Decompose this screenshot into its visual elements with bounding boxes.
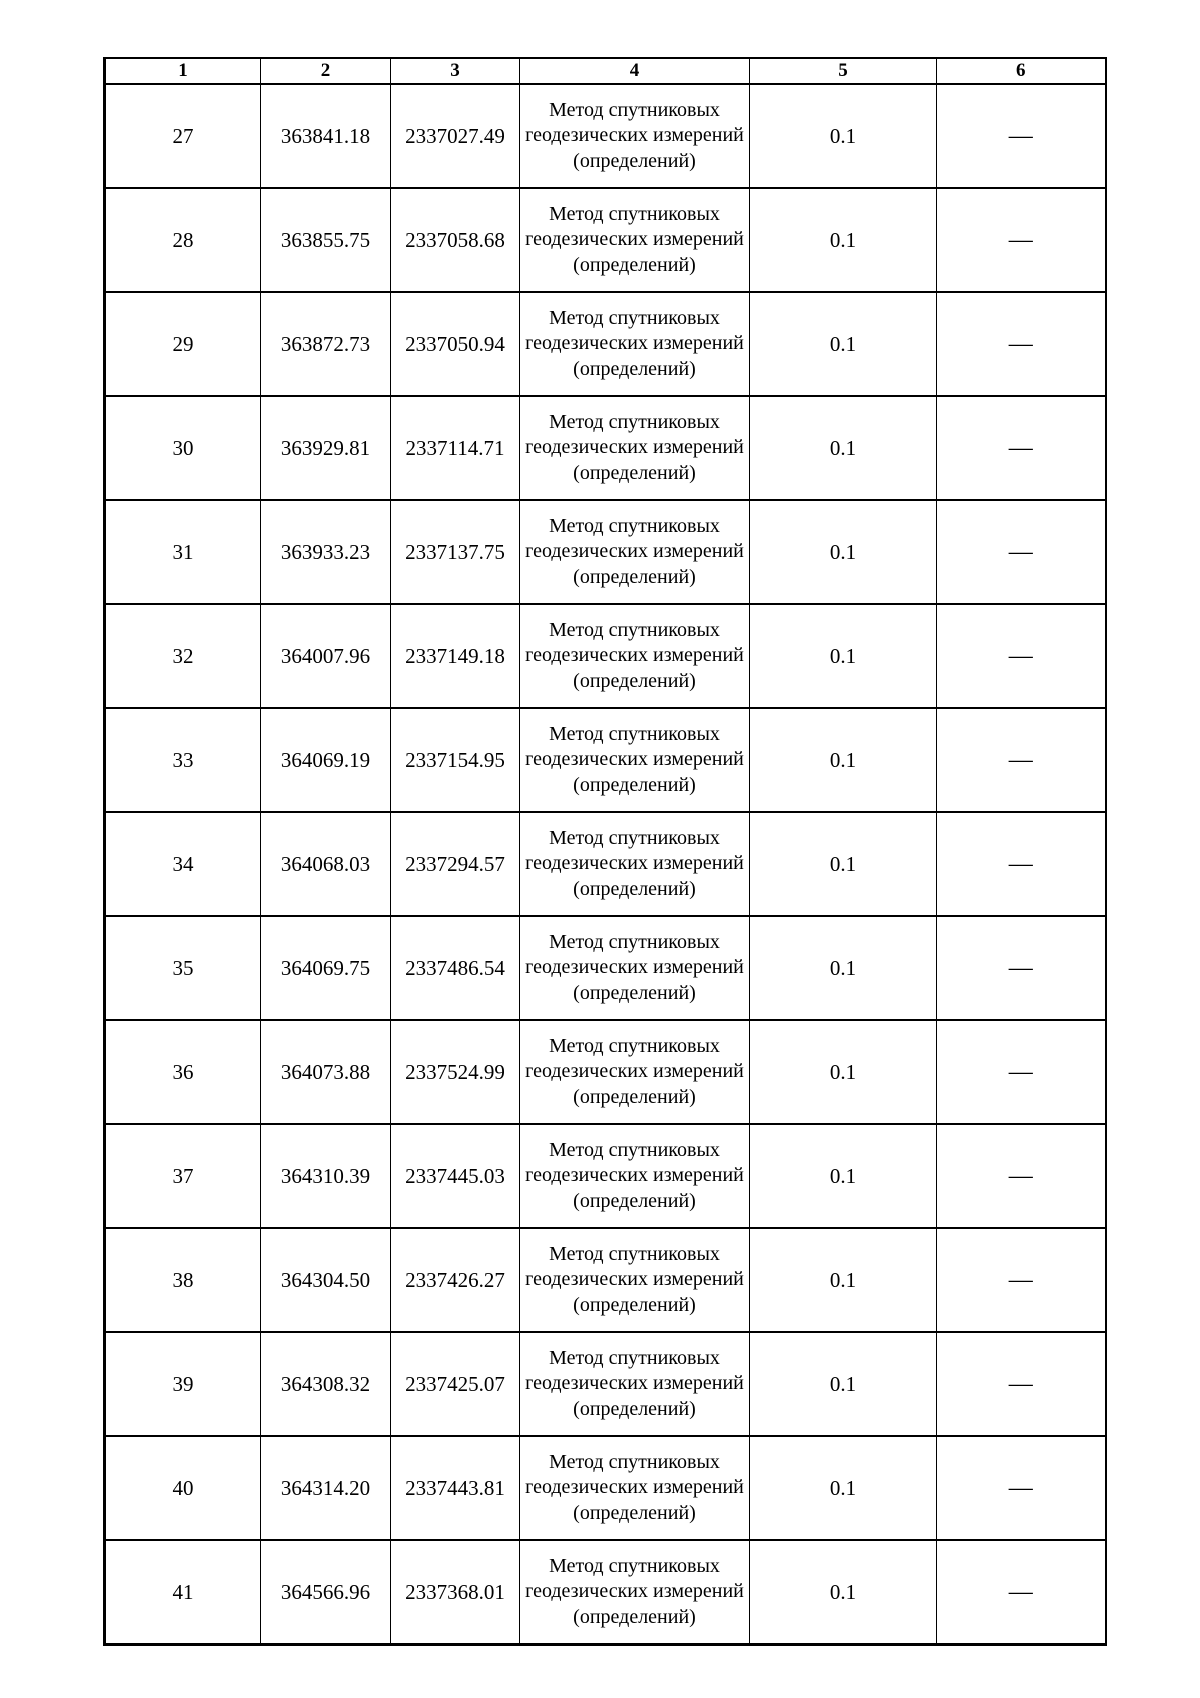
method-cell: Метод спутниковых геодезических измерений (определений) (520, 1124, 750, 1228)
method-cell: Метод спутниковых геодезических измерений (определений) (520, 292, 750, 396)
method-cell: Метод спутниковых геодезических измерений (определений) (520, 1332, 750, 1436)
note-cell: — (937, 396, 1106, 500)
point-number-cell: 30 (105, 396, 261, 500)
table-row (105, 916, 1106, 1020)
accuracy-cell: 0.1 (750, 1228, 937, 1332)
method-cell: Метод спутниковых геодезических измерений (определений) (520, 188, 750, 292)
table-row (105, 1436, 1106, 1540)
y-coordinate-cell: 2337368.01 (391, 1540, 520, 1645)
column-header-4: 4 (520, 58, 750, 84)
note-cell: — (937, 916, 1106, 1020)
x-coordinate-cell: 363855.75 (261, 188, 391, 292)
note-cell: — (937, 1540, 1106, 1645)
point-number-cell: 38 (105, 1228, 261, 1332)
method-cell: Метод спутниковых геодезических измерений (определений) (520, 812, 750, 916)
point-number-cell: 39 (105, 1332, 261, 1436)
y-coordinate-cell: 2337445.03 (391, 1124, 520, 1228)
note-cell: — (937, 708, 1106, 812)
y-coordinate-cell: 2337137.75 (391, 500, 520, 604)
table-row (105, 708, 1106, 812)
accuracy-cell: 0.1 (750, 1436, 937, 1540)
x-coordinate-cell: 364308.32 (261, 1332, 391, 1436)
y-coordinate-cell: 2337058.68 (391, 188, 520, 292)
accuracy-cell: 0.1 (750, 84, 937, 188)
point-number-cell: 29 (105, 292, 261, 396)
point-number-cell: 37 (105, 1124, 261, 1228)
table-header (105, 58, 1106, 84)
y-coordinate-cell: 2337027.49 (391, 84, 520, 188)
y-coordinate-cell: 2337294.57 (391, 812, 520, 916)
x-coordinate-cell: 364068.03 (261, 812, 391, 916)
method-cell: Метод спутниковых геодезических измерений (определений) (520, 84, 750, 188)
y-coordinate-cell: 2337149.18 (391, 604, 520, 708)
table-row (105, 1124, 1106, 1228)
header-row (105, 58, 1106, 84)
note-cell: — (937, 1124, 1106, 1228)
point-number-cell: 34 (105, 812, 261, 916)
x-coordinate-cell: 363872.73 (261, 292, 391, 396)
table-row (105, 1020, 1106, 1124)
note-cell: — (937, 292, 1106, 396)
note-cell: — (937, 812, 1106, 916)
method-cell: Метод спутниковых геодезических измерений (определений) (520, 1540, 750, 1645)
note-cell: — (937, 188, 1106, 292)
table-row (105, 84, 1106, 188)
table-row (105, 604, 1106, 708)
table-row (105, 812, 1106, 916)
note-cell: — (937, 500, 1106, 604)
y-coordinate-cell: 2337425.07 (391, 1332, 520, 1436)
table-body (105, 84, 1106, 1645)
y-coordinate-cell: 2337486.54 (391, 916, 520, 1020)
table-row (105, 396, 1106, 500)
table-row (105, 1540, 1106, 1645)
point-number-cell: 28 (105, 188, 261, 292)
x-coordinate-cell: 364304.50 (261, 1228, 391, 1332)
accuracy-cell: 0.1 (750, 292, 937, 396)
point-number-cell: 36 (105, 1020, 261, 1124)
point-number-cell: 35 (105, 916, 261, 1020)
table-row (105, 292, 1106, 396)
column-header-2: 2 (261, 58, 391, 84)
accuracy-cell: 0.1 (750, 916, 937, 1020)
x-coordinate-cell: 364314.20 (261, 1436, 391, 1540)
accuracy-cell: 0.1 (750, 396, 937, 500)
x-coordinate-cell: 363933.23 (261, 500, 391, 604)
accuracy-cell: 0.1 (750, 1332, 937, 1436)
table-row (105, 1228, 1106, 1332)
method-cell: Метод спутниковых геодезических измерений (определений) (520, 1020, 750, 1124)
method-cell: Метод спутниковых геодезических измерений (определений) (520, 1228, 750, 1332)
x-coordinate-cell: 363841.18 (261, 84, 391, 188)
accuracy-cell: 0.1 (750, 1540, 937, 1645)
note-cell: — (937, 1332, 1106, 1436)
accuracy-cell: 0.1 (750, 500, 937, 604)
method-cell: Метод спутниковых геодезических измерений (определений) (520, 1436, 750, 1540)
point-number-cell: 27 (105, 84, 261, 188)
note-cell: — (937, 1436, 1106, 1540)
x-coordinate-cell: 364007.96 (261, 604, 391, 708)
column-header-1: 1 (105, 58, 261, 84)
accuracy-cell: 0.1 (750, 708, 937, 812)
column-header-6: 6 (937, 58, 1106, 84)
note-cell: — (937, 1020, 1106, 1124)
point-number-cell: 33 (105, 708, 261, 812)
x-coordinate-cell: 364069.19 (261, 708, 391, 812)
y-coordinate-cell: 2337426.27 (391, 1228, 520, 1332)
coordinates-table (103, 57, 1107, 1646)
table-row (105, 500, 1106, 604)
x-coordinate-cell: 364310.39 (261, 1124, 391, 1228)
method-cell: Метод спутниковых геодезических измерений (определений) (520, 604, 750, 708)
table-row (105, 188, 1106, 292)
method-cell: Метод спутниковых геодезических измерений (определений) (520, 396, 750, 500)
method-cell: Метод спутниковых геодезических измерений (определений) (520, 916, 750, 1020)
note-cell: — (937, 84, 1106, 188)
accuracy-cell: 0.1 (750, 604, 937, 708)
y-coordinate-cell: 2337050.94 (391, 292, 520, 396)
x-coordinate-cell: 364566.96 (261, 1540, 391, 1645)
x-coordinate-cell: 364069.75 (261, 916, 391, 1020)
method-cell: Метод спутниковых геодезических измерений (определений) (520, 708, 750, 812)
y-coordinate-cell: 2337443.81 (391, 1436, 520, 1540)
accuracy-cell: 0.1 (750, 1020, 937, 1124)
y-coordinate-cell: 2337524.99 (391, 1020, 520, 1124)
accuracy-cell: 0.1 (750, 1124, 937, 1228)
table-row (105, 1332, 1106, 1436)
column-header-3: 3 (391, 58, 520, 84)
x-coordinate-cell: 364073.88 (261, 1020, 391, 1124)
note-cell: — (937, 1228, 1106, 1332)
column-header-5: 5 (750, 58, 937, 84)
point-number-cell: 32 (105, 604, 261, 708)
method-cell: Метод спутниковых геодезических измерений (определений) (520, 500, 750, 604)
accuracy-cell: 0.1 (750, 812, 937, 916)
x-coordinate-cell: 363929.81 (261, 396, 391, 500)
y-coordinate-cell: 2337154.95 (391, 708, 520, 812)
point-number-cell: 40 (105, 1436, 261, 1540)
point-number-cell: 31 (105, 500, 261, 604)
y-coordinate-cell: 2337114.71 (391, 396, 520, 500)
accuracy-cell: 0.1 (750, 188, 937, 292)
note-cell: — (937, 604, 1106, 708)
point-number-cell: 41 (105, 1540, 261, 1645)
